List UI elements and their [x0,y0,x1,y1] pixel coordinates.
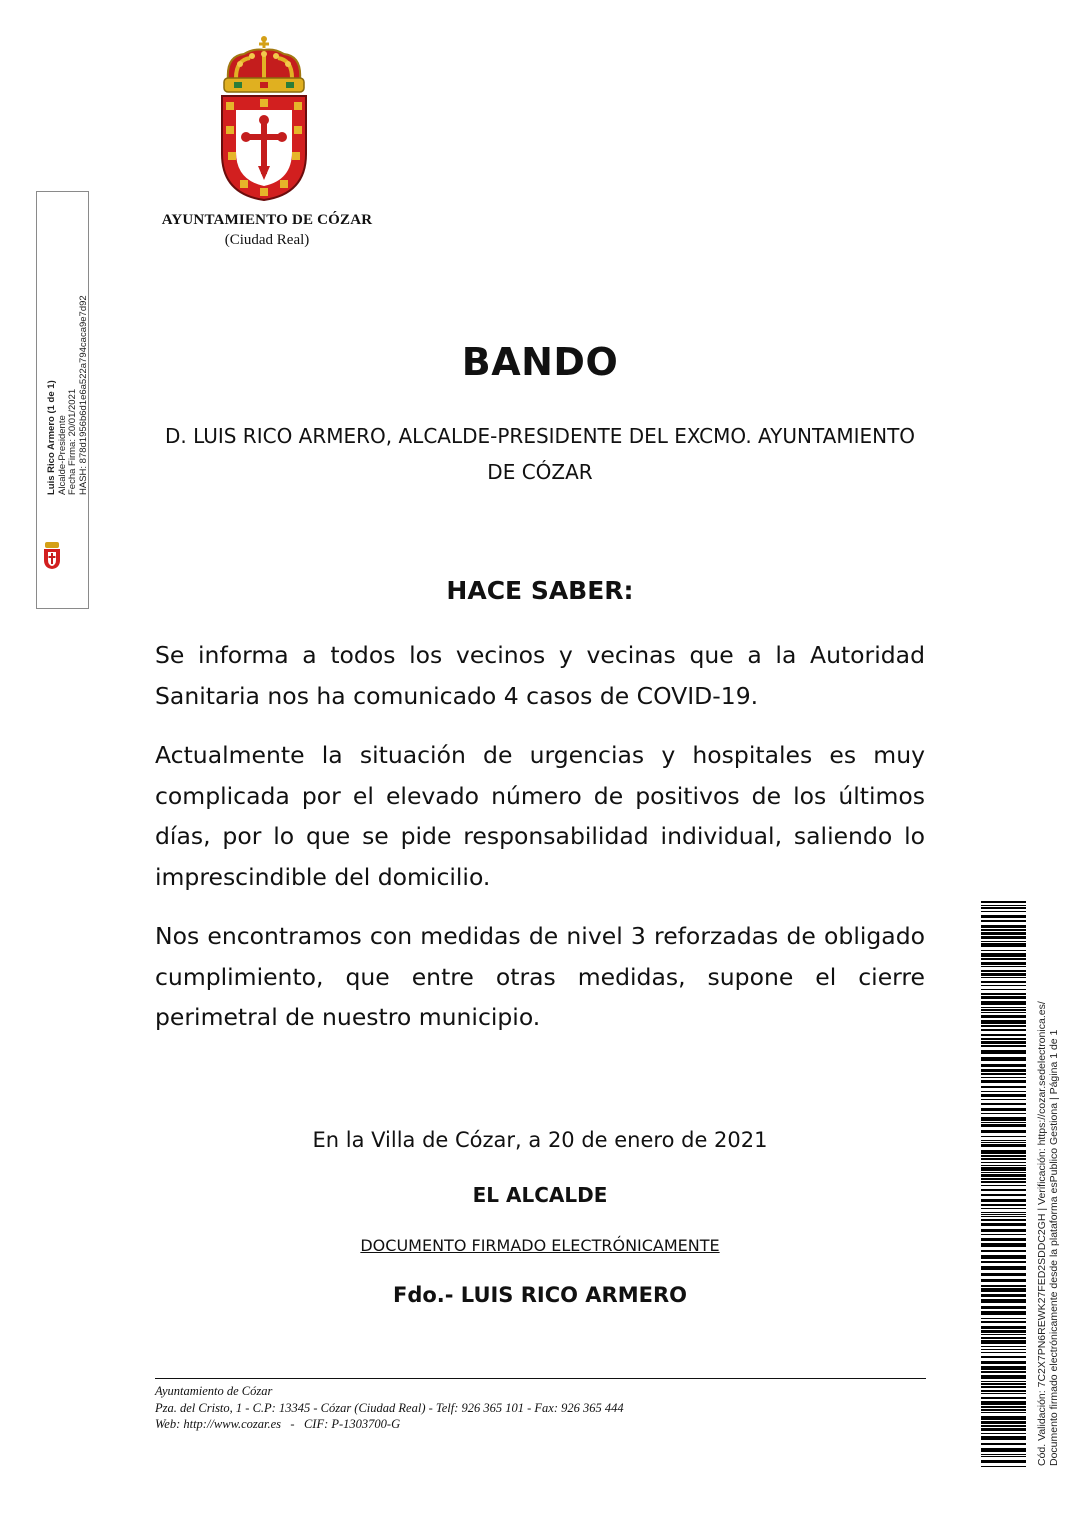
footer-line: Pza. del Cristo, 1 - C.P: 13345 - Cózar (Ciudad Real) - Telf: 926 365 101 - Fax: 926 365 444 [155,1400,624,1415]
barcode-bar [981,1223,1026,1226]
barcode-bar [981,1069,1026,1072]
barcode-bar [981,1122,1026,1123]
barcode-bar [981,1401,1026,1405]
barcode-bar [981,1229,1026,1232]
signature-line: HASH: 878d1956b6d1e6a522a794caca9e7d92 [77,295,89,495]
coat-of-arms-icon [218,34,310,202]
barcode-bar [981,1460,1026,1463]
barcode-bar [981,1397,1026,1399]
barcode-bar [981,1255,1026,1259]
barcode-bar [981,1189,1026,1191]
barcode-bar [981,1214,1026,1215]
signature-stamp-text [47,295,89,495]
barcode-bar [981,1057,1026,1061]
barcode-bar [981,1234,1026,1235]
barcode-bar [981,1349,1026,1350]
barcode-bar [981,985,1026,986]
barcode-bar [981,1073,1026,1075]
barcode-bar [981,989,1026,990]
barcode-bar [981,1015,1026,1018]
barcode-bar [981,1158,1026,1160]
barcode-bar [981,1383,1026,1385]
barcode-bar [981,1340,1026,1344]
barcode-bar [981,1381,1026,1382]
barcode-bar [981,953,1026,957]
barcode-bar [981,962,1026,965]
barcode-bar [981,1029,1026,1031]
section-heading: HACE SABER: [446,576,634,605]
barcode-bar [981,1108,1026,1111]
organization-province: (Ciudad Real) [224,232,310,248]
barcode-bar [981,1113,1026,1114]
place-date: En la Villa de Cózar, a 20 de enero de 2021 [312,1128,768,1152]
footer [155,1383,935,1433]
document-subtitle: D. LUIS RICO ARMERO, ALCALDE-PRESIDENTE DEL EXCMO. AYUNTAMIENTO DE CÓZAR [164,424,916,484]
barcode-bar [981,1150,1026,1154]
barcode-bar [981,1174,1026,1177]
signer-role: EL ALCALDE [472,1183,608,1207]
barcode-bar [981,1352,1026,1353]
barcode-bar [981,1172,1026,1173]
body-paragraph: Actualmente la situación de urgencias y hospitales es muy complicada por el elevado número de positivos de los últimos días, por lo que se pide responsabilidad individual, saliendo lo imprescindible del domicilio. [155,741,925,891]
barcode-bar [981,1285,1026,1287]
barcode-bar [981,1238,1026,1241]
barcode-bar [981,1219,1026,1221]
barcode-bar [981,1334,1026,1335]
barcode-bar [981,915,1026,918]
barcode-bar [981,1361,1026,1364]
barcode-bar [981,1009,1026,1011]
barcode-bar [981,1007,1026,1008]
barcode-bar [981,1216,1026,1217]
barcode-bar [981,1204,1026,1206]
barcode-bar [981,1080,1026,1083]
barcode-bar [981,1064,1026,1067]
barcode-bar [981,1212,1026,1213]
barcode-bar [981,1094,1026,1097]
barcode-bar [981,932,1026,935]
signature-line: Fecha Firma: 20/01/2021 [67,388,78,495]
electronic-signature-note: DOCUMENTO FIRMADO ELECTRÓNICAMENTE [360,1236,720,1255]
barcode-bar [981,1099,1026,1100]
barcode-bar [981,1117,1026,1121]
barcode-bar [981,1366,1026,1370]
barcode-bar [981,901,1026,903]
barcode-bar [981,1130,1026,1133]
barcode-bar [981,925,1026,928]
footer-line: Ayuntamiento de Cózar [155,1384,273,1398]
barcode-bar [981,1185,1026,1186]
barcode-bar [981,1421,1026,1424]
barcode-bar [981,1045,1026,1047]
barcode-bar [981,1448,1026,1452]
barcode-bar [981,936,1026,939]
barcode-bar [981,1337,1026,1339]
barcode-bar [981,1250,1026,1252]
barcode-bar [981,1050,1026,1054]
barcode-bar [981,1155,1026,1157]
barcode-bar [981,1020,1026,1024]
footer-line: Web: http://www.cozar.es - CIF: P-1303700-G [155,1417,401,1431]
barcode-bar [981,1436,1026,1440]
body-paragraph: Se informa a todos los vecinos y vecinas que a la Autoridad Sanitaria nos ha comunicado 4 casos de COVID-19. [155,641,925,710]
barcode-bar [981,1165,1026,1166]
barcode-bar [981,1375,1026,1379]
barcode-bar [981,929,1026,931]
barcode-bar [981,1412,1026,1413]
barcode-bar [981,1294,1026,1297]
barcode-bar [981,1162,1026,1163]
barcode-bar [981,1409,1026,1411]
barcode-bar [981,1001,1026,1005]
barcode-bar [981,1086,1026,1088]
barcode-bar [981,1371,1026,1373]
barcode-bar [981,958,1026,960]
barcode-bar [981,1433,1026,1434]
barcode-bar [981,1279,1026,1282]
barcode-bar [981,1034,1026,1036]
verification-text [1036,1001,1060,1466]
barcode-bar [981,1330,1026,1333]
barcode-bar [981,1208,1026,1209]
document-title: BANDO [461,340,619,384]
barcode-bar [981,1077,1026,1078]
barcode-bar [981,1318,1026,1319]
barcode-bar [981,1140,1026,1141]
barcode-bar [981,1390,1026,1392]
barcode-bar [981,1356,1026,1358]
footer-divider [155,1378,926,1379]
barcode-bar [981,970,1026,972]
barcode-bar [981,1142,1026,1143]
barcode-bar [981,1443,1026,1445]
body-paragraph: Nos encontramos con medidas de nivel 3 reforzadas de obligado cumplimiento, que entre otras medidas, supone el cierre perimetral de nuestro municipio. [155,922,925,1031]
small-coat-of-arms-icon [42,540,62,570]
verification-line: Documento firmado electrónicamente desde la plataforma esPublico Gestiona | Página 1 de 1 [1048,1029,1060,1466]
barcode-bar [981,977,1026,978]
barcode-bar [981,1454,1026,1455]
signature-line: Alcalde-Presidente [56,415,68,495]
barcode-bar [981,1025,1026,1027]
barcode-bar [981,1181,1026,1183]
barcode-bar [981,1466,1026,1467]
barcode-bar [981,1456,1026,1457]
barcode-bar [981,1306,1026,1309]
signature-line: Luis Rico Armero (1 de 1) [46,380,57,495]
barcode-bar [981,966,1026,967]
barcode-bar [981,943,1026,947]
barcode-bar [981,1012,1026,1013]
barcode-bar [981,1393,1026,1394]
barcode-bar [981,1124,1026,1127]
barcode-bar [981,941,1026,942]
barcode-bar [981,1416,1026,1420]
verification-line: Cód. Validación: 7C2X7PN6REWK27FED2SDDC2GH | Verificación: https://cozar.sedelectronica.es/ [1036,1001,1048,1466]
barcode-bar [981,1288,1026,1292]
barcode-bar [981,1311,1026,1315]
barcode-bar [981,1425,1026,1427]
barcode-bar [981,1428,1026,1431]
barcode-bar [981,1178,1026,1180]
barcode-bar [981,1103,1026,1105]
barcode-bar [981,1038,1026,1040]
barcode-bar [981,905,1026,906]
barcode-bar [981,1261,1026,1263]
barcode-bar [981,907,1026,909]
barcode-bar [981,1091,1026,1092]
barcode-bar [981,996,1026,999]
organization-name: AYUNTAMIENTO DE CÓZAR [161,212,373,228]
barcode-bar [981,993,1026,995]
barcode-bar [981,1346,1026,1347]
barcode-bar [981,1321,1026,1323]
barcode-bar [981,981,1026,983]
barcode-bar [981,920,1026,922]
barcode-bar [981,911,1026,912]
barcode-bar [981,1386,1026,1388]
barcode-bar [981,950,1026,951]
barcode-bar [981,1136,1026,1137]
barcode-bar [981,1194,1026,1196]
barcode-bar [981,1273,1026,1276]
barcode-bar [981,1167,1026,1171]
barcode-bar [981,1266,1026,1270]
barcode-bar [981,973,1026,976]
barcode-bar [981,1406,1026,1408]
barcode-bar [981,1041,1026,1044]
barcode-bar [981,1299,1026,1303]
barcode-bar [981,1199,1026,1202]
barcode-icon [981,901,1026,1467]
barcode-bar [981,1144,1026,1147]
barcode-bar [981,1326,1026,1329]
barcode-bar [981,1243,1026,1247]
signer-name: Fdo.- LUIS RICO ARMERO [393,1283,687,1307]
